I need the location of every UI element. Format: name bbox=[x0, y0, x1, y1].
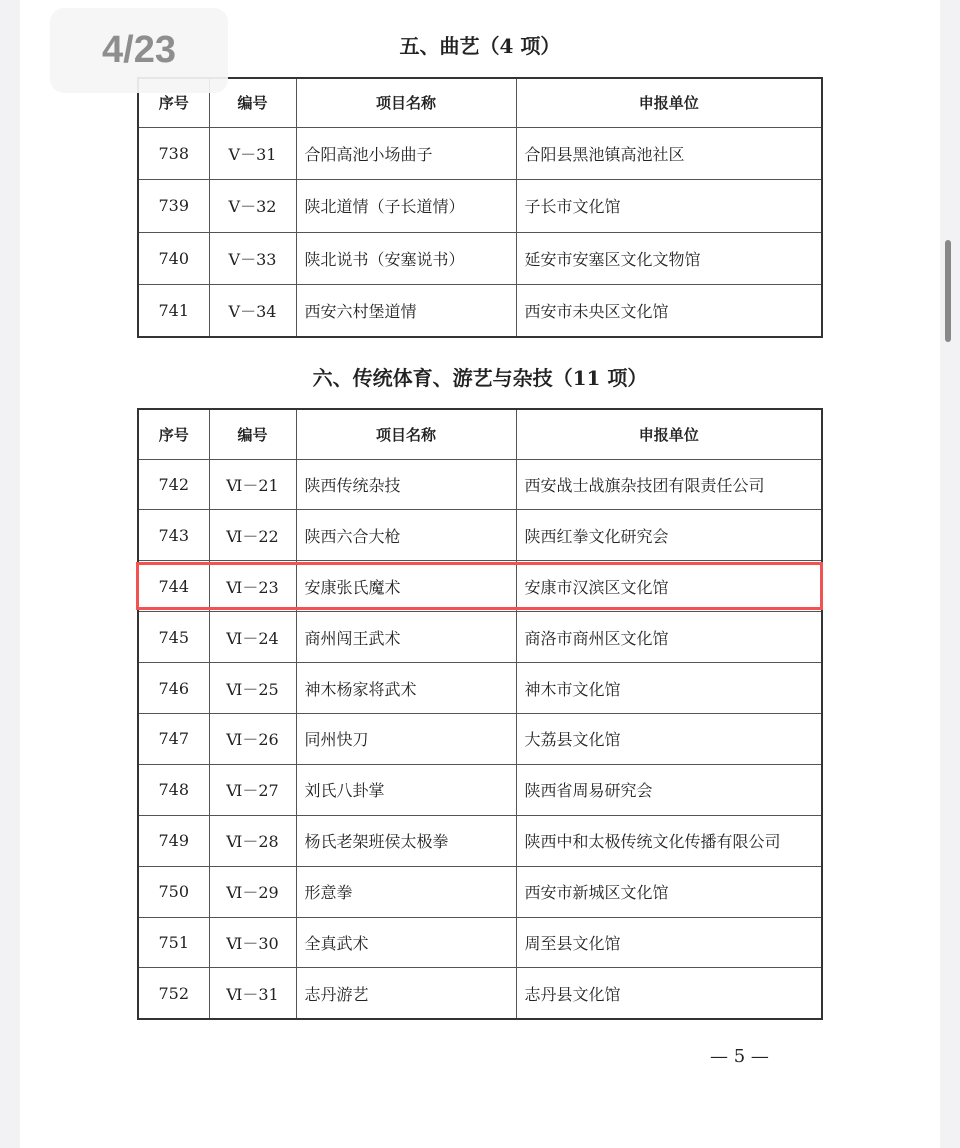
section-title: 六、传统体育、游艺与杂技（11 项） bbox=[312, 366, 648, 390]
section-title: 五、曲艺（4 项） bbox=[399, 34, 561, 58]
cell-unit: 神木市文化馆 bbox=[516, 663, 822, 714]
cell-index: 750 bbox=[138, 866, 209, 917]
cell-index: 749 bbox=[138, 815, 209, 866]
table-row bbox=[138, 968, 822, 1019]
cell-code: Ⅵ－26 bbox=[209, 713, 296, 764]
cell-name: 合阳高池小场曲子 bbox=[296, 127, 516, 180]
table-row bbox=[138, 764, 822, 815]
cell-index: 743 bbox=[138, 510, 209, 561]
cell-index: 739 bbox=[138, 180, 209, 233]
cell-index: 747 bbox=[138, 713, 209, 764]
cell-code: Ⅴ－32 bbox=[209, 180, 296, 233]
cell-unit: 西安市新城区文化馆 bbox=[516, 866, 822, 917]
table-row bbox=[138, 713, 822, 764]
table-row bbox=[138, 612, 822, 663]
cell-code: Ⅵ－23 bbox=[209, 561, 296, 612]
cell-code: Ⅴ－33 bbox=[209, 232, 296, 285]
table-row bbox=[138, 917, 822, 968]
header-code: 编号 bbox=[209, 409, 296, 459]
table-quyi bbox=[137, 77, 823, 338]
cell-unit: 安康市汉滨区文化馆 bbox=[516, 561, 822, 612]
cell-unit: 陕西红拳文化研究会 bbox=[516, 510, 822, 561]
cell-unit: 西安战士战旗杂技团有限责任公司 bbox=[516, 459, 822, 510]
cell-index: 738 bbox=[138, 127, 209, 180]
cell-index: 740 bbox=[138, 232, 209, 285]
cell-code: Ⅵ－28 bbox=[209, 815, 296, 866]
cell-unit: 周至县文化馆 bbox=[516, 917, 822, 968]
cell-code: Ⅵ－30 bbox=[209, 917, 296, 968]
table-row bbox=[138, 232, 822, 285]
header-index: 序号 bbox=[138, 78, 209, 127]
cell-name: 陕北说书（安塞说书） bbox=[296, 232, 516, 285]
cell-index: 748 bbox=[138, 764, 209, 815]
table-row bbox=[138, 180, 822, 233]
cell-code: Ⅵ－24 bbox=[209, 612, 296, 663]
table-row bbox=[138, 510, 822, 561]
header-unit: 申报单位 bbox=[516, 78, 822, 127]
cell-name: 杨氏老架班侯太极拳 bbox=[296, 815, 516, 866]
cell-index: 752 bbox=[138, 968, 209, 1019]
cell-unit: 陕西中和太极传统文化传播有限公司 bbox=[516, 815, 822, 866]
cell-unit: 延安市安塞区文化文物馆 bbox=[516, 232, 822, 285]
cell-unit: 陕西省周易研究会 bbox=[516, 764, 822, 815]
header-code: 编号 bbox=[209, 78, 296, 127]
cell-index: 746 bbox=[138, 663, 209, 714]
cell-name: 形意拳 bbox=[296, 866, 516, 917]
cell-code: Ⅴ－31 bbox=[209, 127, 296, 180]
cell-name: 西安六村堡道情 bbox=[296, 285, 516, 338]
cell-name: 志丹游艺 bbox=[296, 968, 516, 1019]
cell-name: 安康张氏魔术 bbox=[296, 561, 516, 612]
cell-index: 744 bbox=[138, 561, 209, 612]
header-name: 项目名称 bbox=[296, 409, 516, 459]
cell-name: 神木杨家将武术 bbox=[296, 663, 516, 714]
cell-name: 同州快刀 bbox=[296, 713, 516, 764]
cell-unit: 商洛市商州区文化馆 bbox=[516, 612, 822, 663]
header-index: 序号 bbox=[138, 409, 209, 459]
cell-code: Ⅴ－34 bbox=[209, 285, 296, 338]
cell-index: 742 bbox=[138, 459, 209, 510]
cell-name: 全真武术 bbox=[296, 917, 516, 968]
page-indicator: 4/23 bbox=[50, 8, 228, 93]
cell-unit: 志丹县文化馆 bbox=[516, 968, 822, 1019]
cell-unit: 西安市未央区文化馆 bbox=[516, 285, 822, 338]
scrollbar[interactable] bbox=[945, 240, 951, 342]
cell-unit: 子长市文化馆 bbox=[516, 180, 822, 233]
cell-name: 陕西传统杂技 bbox=[296, 459, 516, 510]
cell-name: 刘氏八卦掌 bbox=[296, 764, 516, 815]
table-row bbox=[138, 459, 822, 510]
table-row bbox=[138, 663, 822, 714]
cell-code: Ⅵ－29 bbox=[209, 866, 296, 917]
cell-name: 商州闯王武术 bbox=[296, 612, 516, 663]
cell-index: 751 bbox=[138, 917, 209, 968]
table-sports bbox=[137, 408, 823, 1020]
table-row bbox=[138, 127, 822, 180]
highlight-box bbox=[136, 562, 823, 610]
cell-index: 741 bbox=[138, 285, 209, 338]
cell-name: 陕北道情（子长道情） bbox=[296, 180, 516, 233]
header-unit: 申报单位 bbox=[516, 409, 822, 459]
cell-code: Ⅵ－21 bbox=[209, 459, 296, 510]
table-row bbox=[138, 866, 822, 917]
cell-code: Ⅵ－27 bbox=[209, 764, 296, 815]
header-name: 项目名称 bbox=[296, 78, 516, 127]
table-row bbox=[138, 285, 822, 338]
table-row bbox=[138, 815, 822, 866]
cell-code: Ⅵ－31 bbox=[209, 968, 296, 1019]
cell-unit: 合阳县黑池镇高池社区 bbox=[516, 127, 822, 180]
page-number: — 5 — bbox=[710, 1046, 769, 1067]
cell-index: 745 bbox=[138, 612, 209, 663]
cell-code: Ⅵ－22 bbox=[209, 510, 296, 561]
cell-name: 陕西六合大枪 bbox=[296, 510, 516, 561]
cell-code: Ⅵ－25 bbox=[209, 663, 296, 714]
cell-unit: 大荔县文化馆 bbox=[516, 713, 822, 764]
